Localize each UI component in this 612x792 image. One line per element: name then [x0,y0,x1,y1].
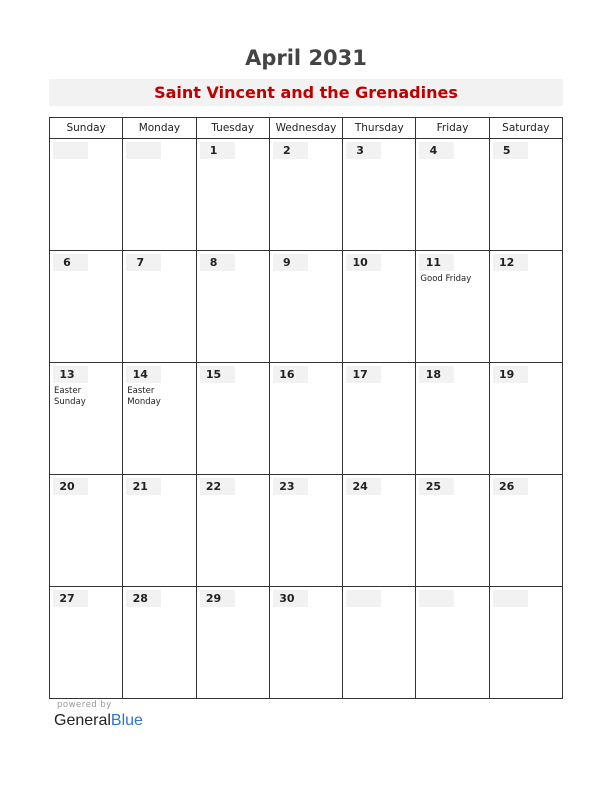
day-number [53,254,88,271]
day-cell [50,139,123,251]
day-number-text: 1 [209,144,218,157]
day-number [200,478,235,495]
calendar-title: April 2031 [245,46,367,70]
weekday-thursday: Thursday [343,118,416,139]
day-number-text: 11 [425,256,442,269]
day-number-text: 29 [205,592,222,605]
day-number [53,366,88,383]
day-number-text: 13 [59,368,75,381]
day-cell [196,587,269,699]
day-cell [489,251,562,363]
day-number-text: 22 [205,480,222,493]
day-number-text: 15 [205,368,222,381]
day-number-text: 2 [283,144,291,157]
day-cell [416,587,489,699]
day-number [493,590,528,607]
day-number-text: 28 [132,592,148,605]
day-number-text: 3 [356,144,364,157]
day-number-text: 23 [279,480,295,493]
day-number [273,366,308,383]
day-cell [269,139,342,251]
brand-blue-text: Blue [110,712,143,729]
day-number-text: 26 [499,480,515,493]
day-number-text: 20 [59,480,75,493]
day-number [200,254,235,271]
day-cell [123,363,196,475]
day-cell [416,251,489,363]
day-cell [416,475,489,587]
day-number-text: 8 [209,256,218,269]
week-row [50,587,563,699]
day-number [419,366,454,383]
brand-general-text: General [54,712,111,729]
day-number [273,142,308,159]
day-cell [489,363,562,475]
weekday-saturday: Saturday [489,118,562,139]
day-number [346,366,381,383]
day-number [53,142,88,159]
day-cell [196,363,269,475]
weekday-tuesday: Tuesday [196,118,269,139]
day-cell [50,363,123,475]
holiday-label: Easter Sunday [54,386,86,407]
weekday-sunday: Sunday [50,118,123,139]
day-number-text: 14 [132,368,148,381]
week-row [50,363,563,475]
day-number-text: 4 [429,144,438,157]
day-cell [123,251,196,363]
day-number [493,142,528,159]
holiday-label: Easter Monday [127,386,161,407]
day-number [273,590,308,607]
day-number-text: 18 [425,368,442,381]
day-number-text: 10 [352,256,368,269]
week-row [50,251,563,363]
day-number [493,478,528,495]
day-number-text: 19 [499,368,515,381]
day-cell [343,475,416,587]
day-cell [123,587,196,699]
weekday-monday: Monday [123,118,196,139]
generalblue-logo [54,712,143,730]
day-number [126,478,161,495]
day-cell [269,587,342,699]
day-cell [123,475,196,587]
day-number [126,590,161,607]
day-cell [196,475,269,587]
day-number-text: 24 [352,480,368,493]
day-cell [196,139,269,251]
day-number [200,142,235,159]
day-cell [196,251,269,363]
day-cell [489,139,562,251]
day-number-text: 25 [425,480,442,493]
day-number [419,478,454,495]
day-number-text: 21 [132,480,148,493]
day-number [493,254,528,271]
day-number-text: 27 [59,592,75,605]
day-cell [269,475,342,587]
day-number [346,478,381,495]
day-number [126,142,161,159]
day-number [200,590,235,607]
day-number-text: 16 [279,368,295,381]
weekday-wednesday: Wednesday [269,118,342,139]
day-cell [343,587,416,699]
day-number-text: 5 [502,144,511,157]
week-row [50,475,563,587]
country-banner: Saint Vincent and the Grenadines [49,79,563,106]
day-cell [50,251,123,363]
day-cell [343,251,416,363]
day-number-text: 17 [352,368,368,381]
day-number [53,590,88,607]
day-number [346,254,381,271]
day-cell [50,587,123,699]
day-number [346,590,381,607]
powered-by-label: powered by [57,700,112,710]
weekday-friday: Friday [416,118,489,139]
day-cell [416,363,489,475]
day-number-text: 6 [63,256,71,269]
week-row [50,139,563,251]
day-number [419,590,454,607]
day-number [273,478,308,495]
calendar-grid [49,117,563,699]
day-cell [343,363,416,475]
day-number-text: 9 [283,256,291,269]
day-cell [416,139,489,251]
day-cell [489,587,562,699]
day-cell [269,251,342,363]
day-number [419,254,454,271]
day-number-text: 7 [136,256,145,269]
day-cell [123,139,196,251]
day-number-text: 12 [499,256,515,269]
day-cell [269,363,342,475]
day-number-text: 30 [279,592,295,605]
day-number [419,142,454,159]
day-number [126,254,161,271]
day-number [126,366,161,383]
day-number [53,478,88,495]
day-cell [50,475,123,587]
day-number [200,366,235,383]
day-number [493,366,528,383]
day-cell [343,139,416,251]
day-number [346,142,381,159]
day-number [273,254,308,271]
holiday-label: Good Friday [420,274,472,284]
day-cell [489,475,562,587]
weekday-header-row [50,118,563,139]
